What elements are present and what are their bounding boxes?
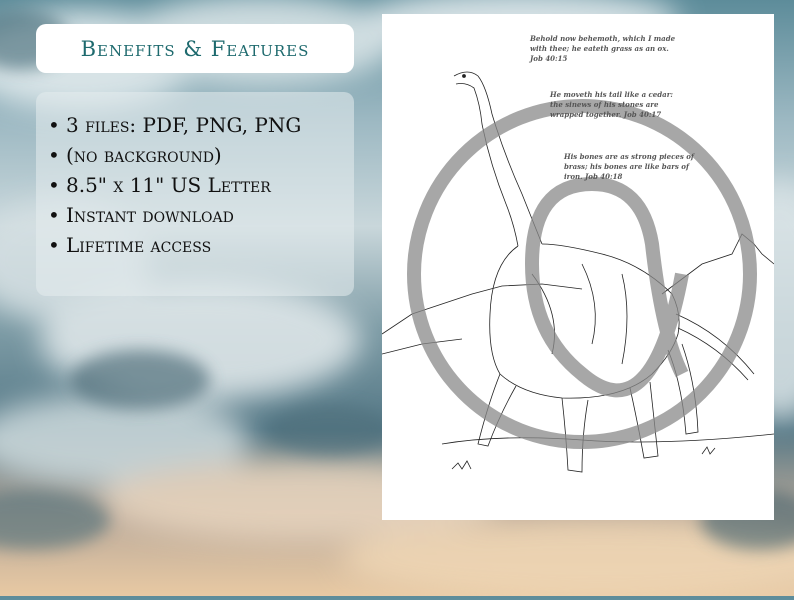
- benefits-title: Benefits & Features: [80, 36, 310, 61]
- feature-size: • 8.5" x 11" US Letter: [48, 170, 342, 200]
- feature-files: • 3 files: PDF, PNG, PNG: [48, 110, 342, 140]
- feature-access: • Lifetime access: [48, 230, 342, 260]
- feature-download: • Instant download: [48, 200, 342, 230]
- features-panel: [36, 92, 354, 296]
- benefits-title-panel: [36, 24, 354, 73]
- verse-job-40-15: Behold now behemoth, which I made with thee; he eateth grass as an ox. Job 40:15: [530, 34, 676, 63]
- verse-job-40-18: His bones are as strong pieces of brass; his bones are like bars of iron. Job 40:18: [564, 152, 694, 181]
- coloring-page-preview: [382, 14, 774, 520]
- features-list: [48, 110, 342, 260]
- verse-job-40-17: He moveth his tail like a cedar: the sinews of his stones are wrapped together. Job 40:17: [550, 90, 673, 119]
- feature-no-background: • (no background): [48, 140, 342, 170]
